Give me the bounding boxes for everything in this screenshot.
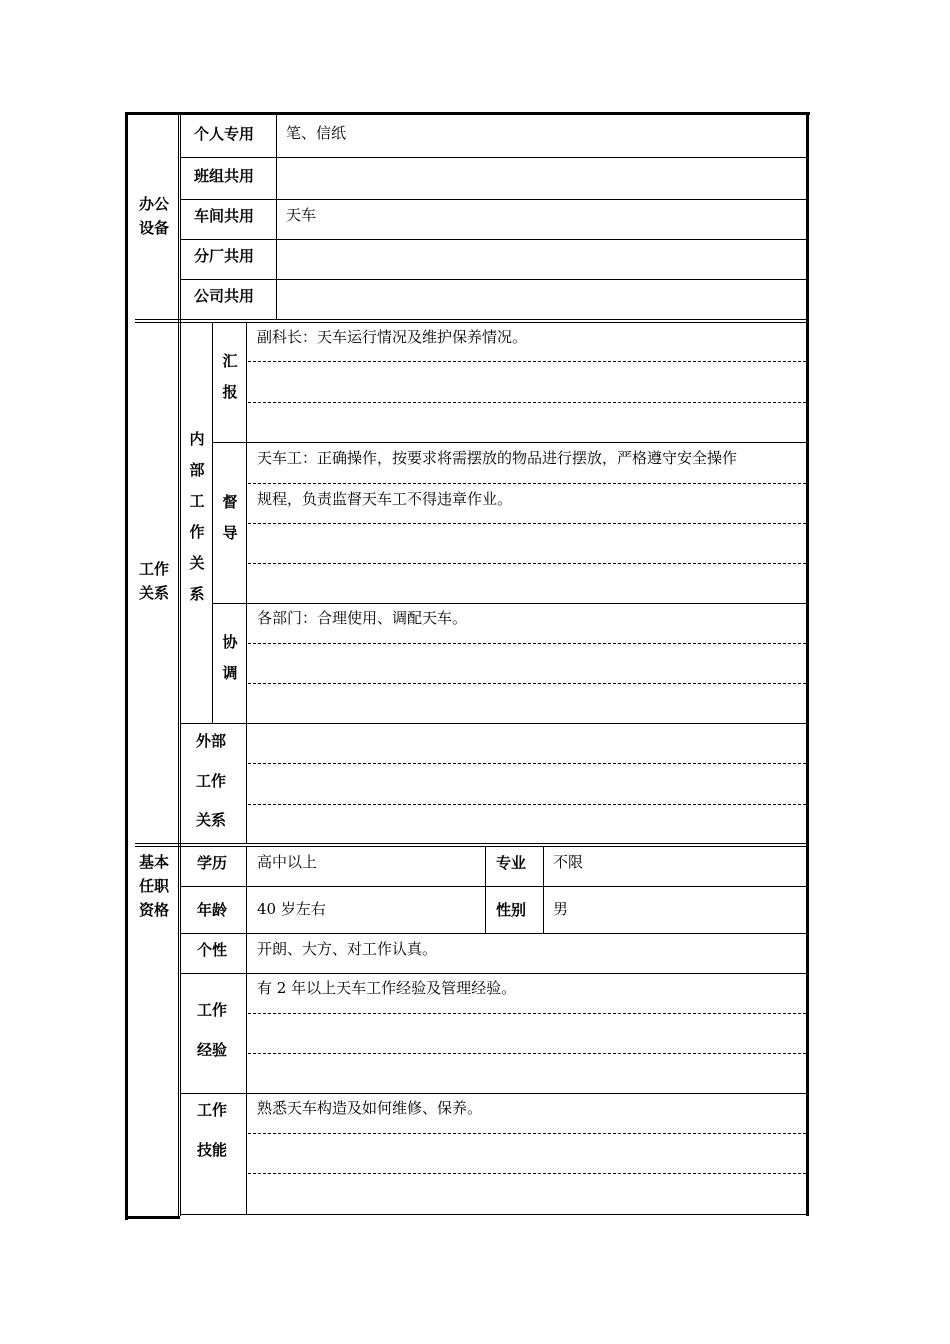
supervise-label: 督导 [222,493,238,542]
section-sep-1b [135,322,806,323]
equip-label-personal: 个人专用 [194,125,255,143]
qual-row-line-3 [180,973,806,974]
coordinate-bottom-line [180,723,806,724]
internal-relations-label: 内部工作关系 [189,430,205,603]
coordinate-text: 各部门：合理使用、调配天车。 [257,609,468,627]
equip-row-line-2 [180,199,806,200]
skills-dash-1 [248,1133,806,1134]
coordinate-label: 协调 [222,633,238,682]
experience-dash-1 [248,1013,806,1014]
gender-label: 性别 [496,901,527,919]
qual-row-line-2 [180,933,806,934]
supervise-dash-3 [248,563,806,564]
work-relations-section-label: 工作 关系 [138,560,169,602]
major-label: 专业 [496,854,527,872]
equip-value-personal: 笔、信纸 [286,124,347,142]
content-col-divider-a [246,322,247,843]
equip-label-company: 公司共用 [194,287,255,305]
supervise-text-line2: 规程，负责监督天车工不得违章作业。 [257,490,513,508]
office-equipment-section-label: 办公 设备 [138,195,169,237]
equip-row-line-1 [180,157,806,158]
qual-row-line-4 [180,1093,806,1094]
major-value: 不限 [553,853,584,871]
qual-mid-divider-a [485,846,486,934]
experience-dash-2 [248,1053,806,1054]
supervise-text-line1: 天车工：正确操作，按要求将需摆放的物品进行摆放，严格遵守安全操作 [257,449,738,467]
skills-label-2: 技能 [197,1141,228,1159]
coordinate-dash-1 [248,643,806,644]
top-border [125,112,810,115]
external-label-1: 外部 [196,732,227,750]
report-dash-1 [248,361,806,362]
age-value: 40 岁左右 [257,900,326,918]
section-column-edge [178,115,179,1216]
section-column-edge-2 [180,115,181,1216]
experience-label-1: 工作 [197,1001,228,1019]
section-sep-2a [135,843,806,844]
qual-label-divider [246,846,247,1215]
equip-label-team: 班组共用 [194,167,255,185]
equip-row-line-3 [180,239,806,240]
bottom-left-stub [125,1216,180,1219]
external-dash-2 [248,804,806,805]
external-label-3: 关系 [196,811,227,829]
internal-col-divider [212,322,213,723]
external-dash-1 [248,763,806,764]
equipment-label-divider [276,115,277,320]
equip-value-workshop: 天车 [286,206,317,224]
personality-value: 开朗、大方、对工作认真。 [257,940,438,958]
left-border [125,112,128,1220]
gender-value: 男 [553,900,569,918]
coordinate-dash-2 [248,683,806,684]
skills-value: 熟悉天车构造及如何维修、保养。 [257,1099,483,1117]
equip-label-branch: 分厂共用 [194,247,255,265]
section-sep-2b [135,846,806,847]
section-sep-1a [135,319,806,320]
qualifications-section-label: 基本 任职 资格 [138,853,169,919]
qual-row-line-1 [180,886,806,887]
bottom-border [180,1214,808,1215]
external-label-2: 工作 [196,772,227,790]
equip-row-line-4 [180,279,806,280]
right-border [806,112,809,1216]
education-value: 高中以上 [257,853,318,871]
report-label: 汇报 [222,352,238,401]
report-dash-2 [248,402,806,403]
report-text: 副科长：天车运行情况及维护保养情况。 [257,328,528,346]
supervise-dash-1 [248,483,806,484]
experience-value: 有 2 年以上天车工作经验及管理经验。 [257,979,517,997]
equip-label-workshop: 车间共用 [194,207,255,225]
supervise-dash-2 [248,523,806,524]
report-bottom-line [212,442,806,443]
personality-label: 个性 [197,941,228,959]
supervise-bottom-line [212,603,806,604]
qual-mid-divider-b [543,846,544,934]
education-label: 学历 [197,854,228,872]
age-label: 年龄 [197,901,228,919]
skills-dash-2 [248,1173,806,1174]
skills-label-1: 工作 [197,1101,228,1119]
experience-label-2: 经验 [197,1041,228,1059]
